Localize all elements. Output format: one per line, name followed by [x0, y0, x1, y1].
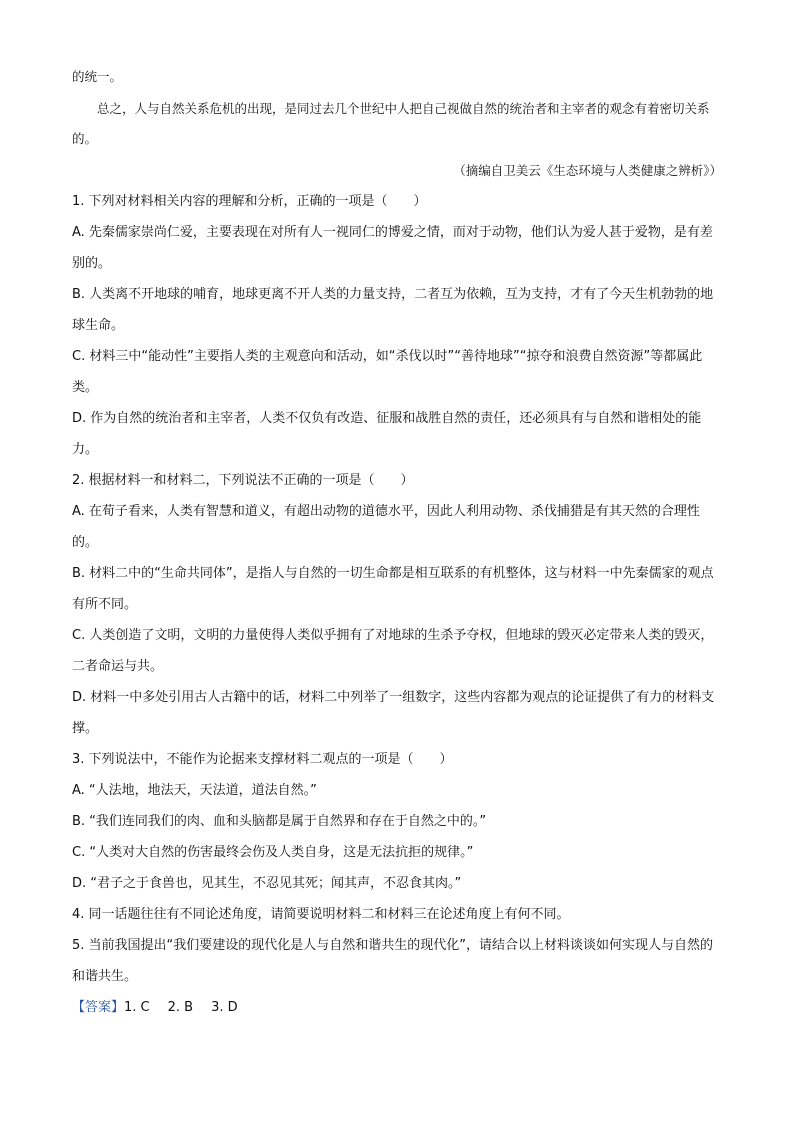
passage-line: 的统一。 [72, 69, 123, 84]
option: D. 作为自然的统治者和主宰者，人类不仅负有改造、征服和战胜自然的责任，还必须具有与自然和谐相处的能力。 [72, 411, 702, 457]
option: A. “人法地，地法天，天法道，道法自然。” [72, 783, 317, 798]
question-stem: 1. 下列对材料相关内容的理解和分析，正确的一项是（ ） [72, 194, 427, 209]
question-stem: 4. 同一话题往往有不同论述角度，请简要说明材料二和材料三在论述角度上有何不同。 [72, 907, 570, 922]
question-stem: 2. 根据材料一和材料二，下列说法不正确的一项是（ ） [72, 473, 414, 488]
answer-item: 1. C [124, 1000, 150, 1015]
answer-item: 2. B [167, 1000, 194, 1015]
option: D. 材料一中多处引用古人古籍中的话，材料二中列举了一组数字，这些内容都为观点的论证提供了有力的材料支撑。 [72, 690, 715, 736]
passage-conclusion: 总之，人与自然关系危机的出现，是同过去几个世纪中人把自己视做自然的统治者和主宰者的观念有着密切关系的。 [72, 101, 710, 146]
passage-source: （摘编自卫美云《生态环境与人类健康之辨析》） [453, 163, 722, 178]
option: B. “我们连同我们的肉、血和头脑都是属于自然界和存在于自然之中的。” [72, 814, 487, 829]
option: D. “君子之于食兽也，见其生，不忍见其死；闻其声，不忍食其肉。” [72, 876, 462, 891]
option: B. 人类离不开地球的哺育，地球更离不开人类的力量支持，二者互为依赖，互为支持，才有了今天生机勃勃的地球生命。 [72, 287, 714, 333]
option: A. 先秦儒家崇尚仁爱，主要表现在对所有人一视同仁的博爱之情，而对于动物，他们认为爱人甚于爱物，是有差别的。 [72, 225, 713, 271]
answer-line [72, 992, 722, 1023]
answer-item: 3. D [211, 1000, 238, 1015]
answer-label: 【答案】 [72, 1000, 125, 1015]
option: C. 人类创造了文明，文明的力量使得人类似乎拥有了对地球的生杀予夺权，但地球的毁灭必定带来人类的毁灭，二者命运与共。 [72, 628, 714, 674]
option: C. “人类对大自然的伤害最终会伤及人类自身，这是无法抗拒的规律。” [72, 845, 474, 860]
option: B. 材料二中的“生命共同体”，是指人与自然的一切生命都是相互联系的有机整体，这与材料一中先秦儒家的观点有所不同。 [72, 566, 714, 612]
question-stem: 3. 下列说法中，不能作为论据来支撑材料二观点的一项是（ ） [72, 752, 453, 767]
question-stem: 5. 当前我国提出“我们要建设的现代化是人与自然和谐共生的现代化”，请结合以上材料谈谈如何实现人与自然的和谐共生。 [72, 938, 714, 984]
question-list [72, 186, 722, 1023]
option: C. 材料三中“能动性”主要指人类的主观意向和活动，如“杀伐以时”“善待地球”“掠夺和浪费自然资源”等都属此类。 [72, 349, 703, 395]
option: A. 在荀子看来，人类有智慧和道义，有超出动物的道德水平，因此人利用动物、杀伐捕猎是有其天然的合理性的。 [72, 504, 700, 550]
passage-excerpt [72, 62, 722, 186]
